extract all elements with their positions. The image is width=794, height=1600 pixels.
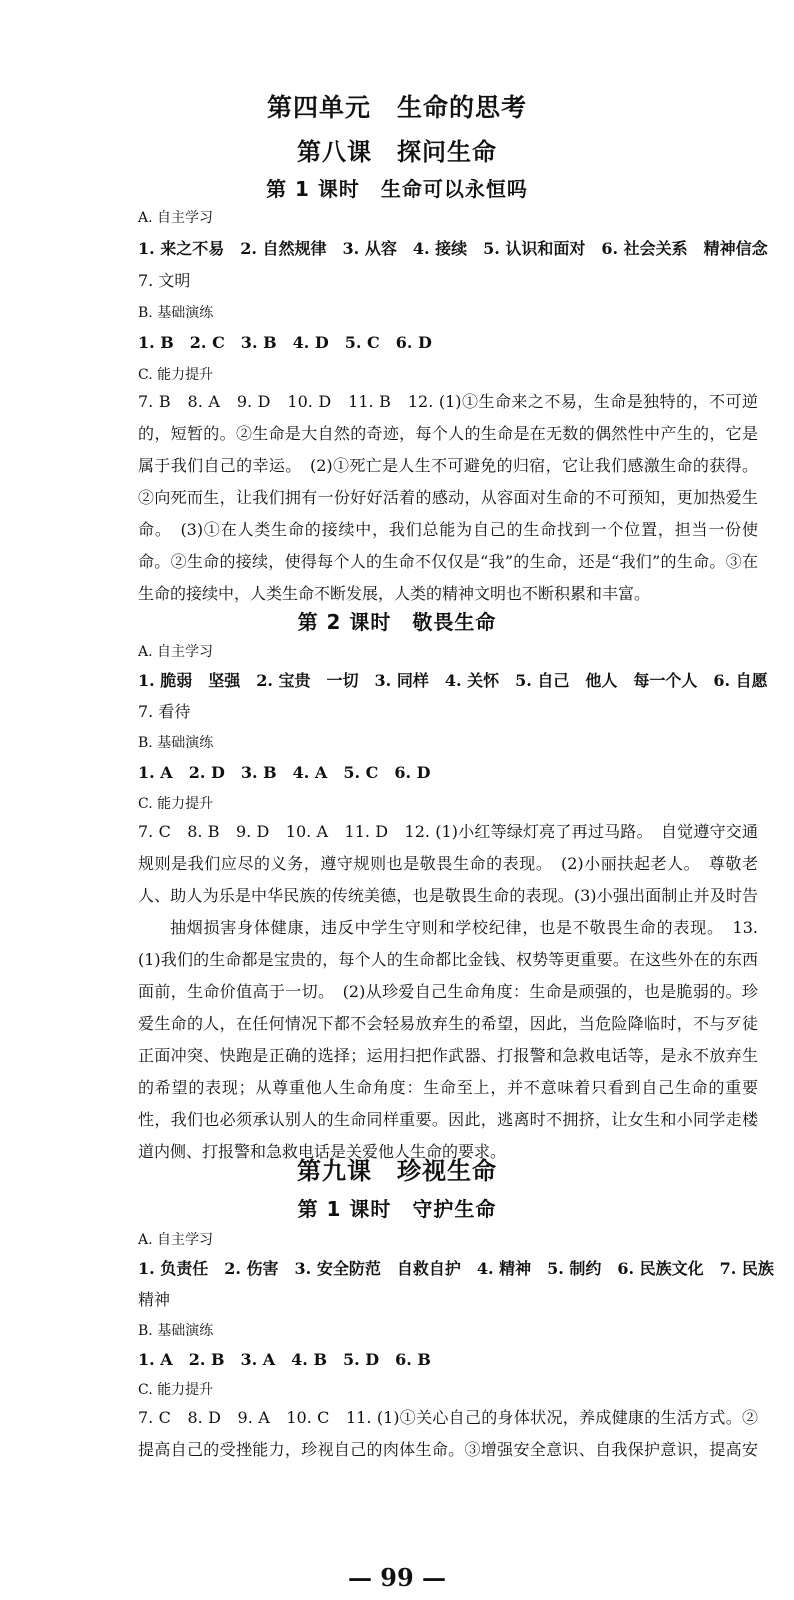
answer-line: 精神 bbox=[138, 1290, 171, 1309]
lesson-8-title: 第八课 探问生命 bbox=[297, 138, 497, 166]
answer-line: 1. 脆弱 坚强 2. 宝贵 一切 3. 同样 4. 关怀 5. 自己 他人 每一个人 6. 自愿 bbox=[138, 671, 768, 690]
answer-line: 7. 文明 bbox=[138, 271, 191, 290]
answer-line: 1. B 2. C 3. B 4. D 5. C 6. D bbox=[138, 333, 432, 352]
lesson-8-period-1-title: 第 1 课时 生命可以永恒吗 bbox=[266, 177, 528, 201]
section-c-label: C. 能力提升 bbox=[138, 796, 214, 812]
unit-title: 第四单元 生命的思考 bbox=[266, 93, 527, 122]
section-a-label: A. 自主学习 bbox=[138, 644, 214, 660]
answer-line: 7. 看待 bbox=[138, 702, 191, 721]
answer-paragraph: 抽烟损害身体健康，违反中学生守则和学校纪律，也是不敬畏生命的表现。 13. (1)我们的生命都是宝贵的，每个人的生命都比金钱、权势等更重要。在这些外在的东西面前，生命价值高于一切。 (2)从珍爱自己生命角度：生命是顽强的，也是脆弱的。珍爱生命的人，在任何情况下都不会轻易放弃生的希望，因此，当危险降临时，不与歹徒正面冲突、快跑是正确的选择；运用扫把作武器、打报警和急救电话等，是永不放弃生的希望的表现；从尊重他人生命角度：生命至上，并不意味着只看到自己生命的重要性，我们也必须承认别人的生命同样重要。因此，逃离时不拥挤，让女生和小同学走楼道内侧、打报警和急救电话是关爱他人生命的要求。 bbox=[138, 918, 758, 1161]
lesson-8-period-2-title: 第 2 课时 敬畏生命 bbox=[297, 610, 497, 634]
section-b-label: B. 基础演练 bbox=[138, 305, 214, 321]
answer-line: 1. 负责任 2. 伤害 3. 安全防范 自救自护 4. 精神 5. 制约 6. 民族文化 7. 民族 bbox=[138, 1259, 774, 1278]
section-b-label: B. 基础演练 bbox=[138, 735, 214, 751]
section-c-label: C. 能力提升 bbox=[138, 1382, 214, 1398]
section-b-label: B. 基础演练 bbox=[138, 1323, 214, 1339]
answer-paragraph: 7. B 8. A 9. D 10. D 11. B 12. (1)①生命来之不易，生命是独特的，不可逆的，短暂的。②生命是大自然的奇迹，每个人的生命是在无数的偶然性中产生的，它是属于我们自己的幸运。 (2)①死亡是人生不可避免的归宿，它让我们感激生命的获得。②向死而生，让我们拥有一份好好活着的感动，从容面对生命的不可预知，更加热爱生命。 (3)①在人类生命的接续中，我们总能为自己的生命找到一个位置，担当一份使命。②生命的接续，使得每个人的生命不仅仅是“我”的生命，还是“我们”的生命。③在生命的接续中，人类生命不断发展，人类的精神文明也不断积累和丰富。 bbox=[138, 392, 758, 603]
section-a-label: A. 自主学习 bbox=[138, 1232, 214, 1248]
section-a-label: A. 自主学习 bbox=[138, 210, 214, 226]
answer-paragraph: 7. C 8. B 9. D 10. A 11. D 12. (1)小红等绿灯亮了再过马路。 自觉遵守交通规则是我们应尽的义务，遵守规则也是敬畏生命的表现。 (2)小丽扶起老人。 尊敬老人、助人为乐是中华民族的传统美德，也是敬畏生命的表现。(3)小强出面制止并及时告 bbox=[138, 822, 758, 905]
lesson-9-title: 第九课 珍视生命 bbox=[297, 1157, 497, 1185]
lesson-9-period-1-title: 第 1 课时 守护生命 bbox=[297, 1197, 497, 1221]
answer-line: 1. A 2. B 3. A 4. B 5. D 6. B bbox=[138, 1350, 431, 1369]
page-number: — 99 — bbox=[347, 1563, 447, 1592]
section-c-label: C. 能力提升 bbox=[138, 367, 214, 383]
answer-paragraph: 7. C 8. D 9. A 10. C 11. (1)①关心自己的身体状况，养成健康的生活方式。②提高自己的受挫能力，珍视自己的肉体生命。③增强安全意识、自我保护意识，提高安 bbox=[138, 1408, 758, 1459]
answer-line: 1. 来之不易 2. 自然规律 3. 从容 4. 接续 5. 认识和面对 6. 社会关系 精神信念 bbox=[138, 239, 768, 258]
answer-line: 1. A 2. D 3. B 4. A 5. C 6. D bbox=[138, 763, 431, 782]
